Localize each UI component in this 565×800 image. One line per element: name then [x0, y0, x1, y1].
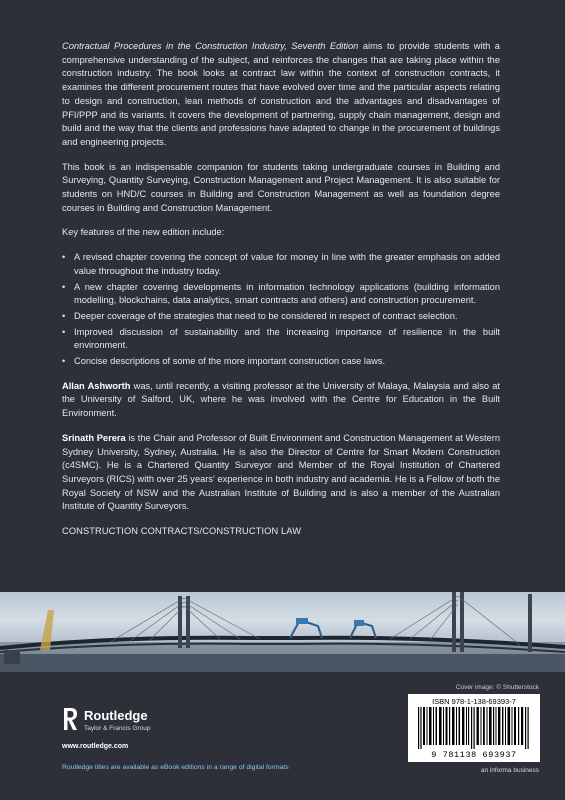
barcode-icon — [418, 707, 530, 749]
author-bio-text: is the Chair and Professor of Built Environment and Construction Management at Western Sydney University, Sydney, Australia. He is also the Director of Centre for Smart Modern Construction (c4SMC). He is a Chartered Quantity Surveyor and Member of the Royal Institution of Chartered Surveyors (RICS) with over 25 years' experience in both industry and academia. He is a Fellow of both the Royal Society of NSW and the Australian Institute of Building and is also a member of the Australian Institute of Quantity Surveyors. — [62, 432, 500, 512]
informa-business-tagline: an informa business — [480, 767, 539, 774]
publisher-website[interactable]: www.routledge.com — [62, 743, 129, 750]
publisher-group: Taylor & Francis Group — [84, 725, 151, 732]
cover-image-credit: Cover image: © Shutterstock — [455, 684, 539, 691]
feature-item: • Deeper coverage of the strategies that need to be considered in respect of contract selection. — [62, 310, 500, 324]
feature-item: • A new chapter covering developments in information technology applications (building information modelling, blockchains, data analytics, smart contracts and others) and construction procurement. — [62, 281, 500, 308]
author-name: Srinath Perera — [62, 432, 126, 443]
author-bio-perera — [62, 432, 500, 514]
routledge-r-icon — [62, 706, 78, 732]
isbn-label: ISBN 978-1-138-69393-7 — [432, 697, 516, 706]
intro-text: aims to provide students with a comprehensive understanding of the subject, and reinforces the changes that are taking place within the construction industry. The book looks at contract law within the context of construction contracts, it examines the different procurement routes that have evolved over time and the particular aspects relating to design and construction, lean methods of construction and the advantages and disadvantages of PFI/PPP and its variants. It covers the development of partnering, supply chain management, design and build and the way that the clients and professions have adapted to change in the procurement of buildings and engineering projects. — [62, 41, 500, 147]
bridge-photo — [0, 592, 565, 672]
routledge-logo — [62, 706, 182, 742]
features-list — [62, 251, 500, 369]
barcode-number: 9 781138 693937 — [431, 750, 517, 760]
feature-item: • Concise descriptions of some of the more important construction case laws. — [62, 355, 500, 369]
feature-item: • Improved discussion of sustainability and the increasing importance of resilience in the built environment. — [62, 326, 500, 353]
back-cover-text — [62, 40, 500, 550]
author-bio-text: was, until recently, a visiting professor at the University of Malaya, Malaysia and also at the University of Salford, UK, where he was involved with the Centre for Education in the Built Environment. — [62, 380, 500, 419]
audience-paragraph: This book is an indispensable companion for students taking undergraduate courses in Building and Surveying, Quantity Surveying, Construction Management and Project Management. It is also suitable for students on HND/C courses in Building and Construction Management as well as foundation degree courses in Building and Construction Management. — [62, 161, 500, 213]
author-name: Allan Ashworth — [62, 380, 131, 391]
book-title: Contractual Procedures in the Construction Industry, Seventh Edition — [62, 41, 359, 51]
feature-item: • A revised chapter covering the concept of value for money in line with the greater emphasis on added value throughout the industry today. — [62, 251, 500, 278]
subject-category: CONSTRUCTION CONTRACTS/CONSTRUCTION LAW — [62, 526, 302, 537]
ebook-availability-note: Routledge titles are available as eBook editions in a range of digital formats — [62, 764, 289, 771]
intro-paragraph — [62, 40, 500, 150]
features-heading: Key features of the new edition include: — [62, 227, 225, 238]
author-bio-ashworth — [62, 380, 500, 421]
publisher-name: Routledge — [84, 708, 148, 723]
isbn-barcode — [408, 694, 540, 762]
